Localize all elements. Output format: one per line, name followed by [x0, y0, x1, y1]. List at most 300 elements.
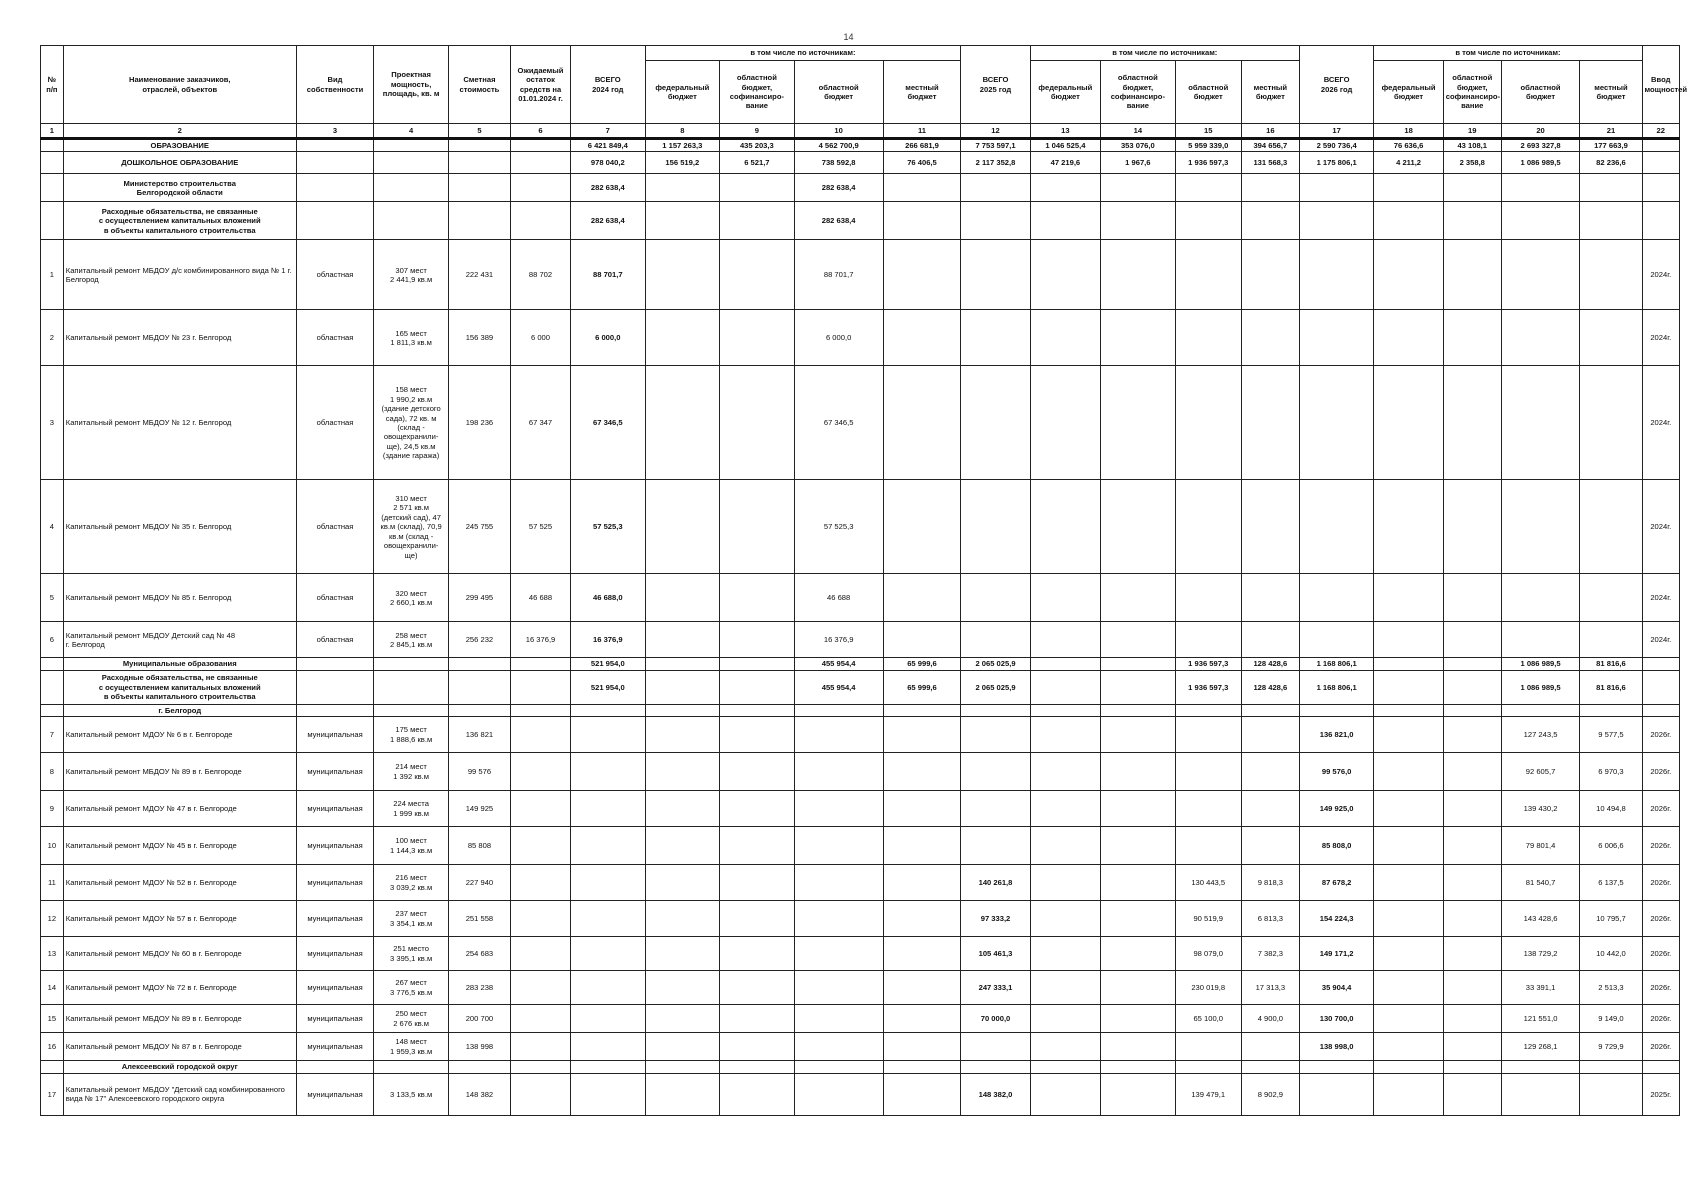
commission-year: 2026г.	[1642, 753, 1679, 791]
estimate-cost: 254 683	[448, 937, 510, 971]
regional-cofin-2024	[720, 240, 795, 310]
capacity: 214 мест 1 392 кв.м	[374, 753, 449, 791]
regional-cofin-2026: 2 358,8	[1443, 152, 1501, 174]
ownership-type: муниципальная	[296, 1033, 374, 1061]
local-2025: 7 382,3	[1241, 937, 1299, 971]
ownership-type	[296, 704, 374, 716]
estimate-cost: 251 558	[448, 901, 510, 937]
federal-2025	[1030, 202, 1100, 240]
federal-2025	[1030, 622, 1100, 658]
local-2025	[1241, 240, 1299, 310]
total-2025: 97 333,2	[961, 901, 1030, 937]
regional-cofin-2025	[1101, 827, 1176, 865]
regional-cofin-2026	[1443, 791, 1501, 827]
total-2024	[571, 753, 646, 791]
regional-2026: 139 430,2	[1501, 791, 1580, 827]
capacity: 165 мест 1 811,3 кв.м	[374, 310, 449, 366]
federal-2026	[1374, 753, 1443, 791]
local-2025: 394 656,7	[1241, 139, 1299, 152]
estimate-cost: 222 431	[448, 240, 510, 310]
federal-2026: 76 636,6	[1374, 139, 1443, 152]
commission-year: 2026г.	[1642, 937, 1679, 971]
total-2024	[571, 1005, 646, 1033]
commission-year: 2026г.	[1642, 1033, 1679, 1061]
capacity: 224 места 1 999 кв.м	[374, 791, 449, 827]
regional-2025	[1175, 202, 1241, 240]
section-row	[41, 139, 1680, 152]
local-2025	[1241, 1061, 1299, 1073]
regional-cofin-2026	[1443, 704, 1501, 716]
local-2024	[883, 865, 961, 901]
federal-2024	[645, 1061, 720, 1073]
total-2026	[1299, 202, 1374, 240]
regional-cofin-2025	[1101, 1033, 1176, 1061]
expected-remainder: 88 702	[510, 240, 570, 310]
capacity: 250 мест 2 676 кв.м	[374, 1005, 449, 1033]
regional-2024: 57 525,3	[794, 480, 883, 574]
local-2024	[883, 971, 961, 1005]
row-number: 9	[41, 791, 64, 827]
commission-year: 2024г.	[1642, 366, 1679, 480]
federal-2026	[1374, 480, 1443, 574]
ownership-type: областная	[296, 622, 374, 658]
regional-2026	[1501, 366, 1580, 480]
estimate-cost: 198 236	[448, 366, 510, 480]
total-2024	[571, 865, 646, 901]
federal-2024	[645, 865, 720, 901]
total-2024: 67 346,5	[571, 366, 646, 480]
capacity	[374, 670, 449, 704]
regional-2025	[1175, 310, 1241, 366]
ownership-type: муниципальная	[296, 937, 374, 971]
object-name: Капитальный ремонт МБДОУ № 89 в г. Белгороде	[63, 1005, 296, 1033]
total-2025	[961, 622, 1030, 658]
total-2026	[1299, 622, 1374, 658]
regional-2024: 455 954,4	[794, 670, 883, 704]
col-header-local-2025: местный бюджет	[1241, 61, 1299, 124]
local-2025: 6 813,3	[1241, 901, 1299, 937]
regional-cofin-2026	[1443, 574, 1501, 622]
column-number: 1	[41, 124, 64, 139]
expected-remainder: 67 347	[510, 366, 570, 480]
total-2025	[961, 240, 1030, 310]
regional-cofin-2024	[720, 791, 795, 827]
local-2025	[1241, 704, 1299, 716]
commission-year: 2024г.	[1642, 622, 1679, 658]
federal-2024	[645, 174, 720, 202]
regional-cofin-2024	[720, 753, 795, 791]
estimate-cost: 245 755	[448, 480, 510, 574]
regional-cofin-2026	[1443, 366, 1501, 480]
regional-2024	[794, 704, 883, 716]
local-2025	[1241, 717, 1299, 753]
regional-cofin-2024: 435 203,3	[720, 139, 795, 152]
expected-remainder	[510, 1073, 570, 1115]
federal-2024	[645, 366, 720, 480]
object-name: Расходные обязательства, не связанные с осуществлением капитальных вложений в объекты капитального строительства	[63, 202, 296, 240]
federal-2024	[645, 1005, 720, 1033]
federal-2025	[1030, 717, 1100, 753]
local-2026: 81 816,6	[1580, 670, 1642, 704]
regional-cofin-2025	[1101, 670, 1176, 704]
commission-year: 2024г.	[1642, 240, 1679, 310]
col-header-no: № п/п	[41, 46, 64, 124]
local-2026: 10 442,0	[1580, 937, 1642, 971]
expected-remainder: 57 525	[510, 480, 570, 574]
regional-2025	[1175, 1033, 1241, 1061]
federal-2024	[645, 670, 720, 704]
regional-cofin-2026: 43 108,1	[1443, 139, 1501, 152]
estimate-cost	[448, 1061, 510, 1073]
ownership-type: муниципальная	[296, 901, 374, 937]
ownership-type	[296, 202, 374, 240]
col-header-total-2025: ВСЕГО 2025 год	[961, 46, 1030, 124]
federal-2025	[1030, 174, 1100, 202]
estimate-cost: 227 940	[448, 865, 510, 901]
regional-2025	[1175, 174, 1241, 202]
federal-2025	[1030, 865, 1100, 901]
regional-cofin-2025	[1101, 704, 1176, 716]
regional-cofin-2025	[1101, 717, 1176, 753]
regional-cofin-2025	[1101, 480, 1176, 574]
local-2025	[1241, 202, 1299, 240]
total-2024: 978 040,2	[571, 152, 646, 174]
local-2025	[1241, 480, 1299, 574]
regional-2026: 92 605,7	[1501, 753, 1580, 791]
ownership-type: областная	[296, 574, 374, 622]
estimate-cost: 200 700	[448, 1005, 510, 1033]
total-2024	[571, 971, 646, 1005]
section-row	[41, 152, 1680, 174]
federal-2024	[645, 202, 720, 240]
federal-2026	[1374, 704, 1443, 716]
ownership-type: муниципальная	[296, 971, 374, 1005]
commission-year: 2025г.	[1642, 1073, 1679, 1115]
column-number: 11	[883, 124, 961, 139]
local-2024	[883, 480, 961, 574]
federal-2025	[1030, 240, 1100, 310]
regional-2025: 90 519,9	[1175, 901, 1241, 937]
commission-year	[1642, 202, 1679, 240]
federal-2025	[1030, 366, 1100, 480]
commission-year: 2026г.	[1642, 791, 1679, 827]
regional-2024: 6 000,0	[794, 310, 883, 366]
row-number: 1	[41, 240, 64, 310]
regional-2025: 1 936 597,3	[1175, 670, 1241, 704]
column-number: 18	[1374, 124, 1443, 139]
col-header-local-2026: местный бюджет	[1580, 61, 1642, 124]
table-row	[41, 310, 1680, 366]
local-2025: 128 428,6	[1241, 658, 1299, 670]
capacity: 307 мест 2 441,9 кв.м	[374, 240, 449, 310]
local-2026	[1580, 240, 1642, 310]
ownership-type: муниципальная	[296, 1005, 374, 1033]
regional-cofin-2024	[720, 827, 795, 865]
total-2024	[571, 704, 646, 716]
federal-2026	[1374, 937, 1443, 971]
local-2026	[1580, 480, 1642, 574]
table-row	[41, 971, 1680, 1005]
regional-2025	[1175, 791, 1241, 827]
row-number	[41, 658, 64, 670]
ownership-type: муниципальная	[296, 753, 374, 791]
federal-2026	[1374, 658, 1443, 670]
section-row	[41, 1061, 1680, 1073]
regional-cofin-2024	[720, 174, 795, 202]
local-2025	[1241, 174, 1299, 202]
local-2026: 9 577,5	[1580, 717, 1642, 753]
table-row	[41, 717, 1680, 753]
regional-2026	[1501, 240, 1580, 310]
section-row	[41, 174, 1680, 202]
estimate-cost	[448, 152, 510, 174]
total-2026: 2 590 736,4	[1299, 139, 1374, 152]
total-2024: 46 688,0	[571, 574, 646, 622]
total-2025	[961, 704, 1030, 716]
total-2026: 130 700,0	[1299, 1005, 1374, 1033]
local-2026: 6 970,3	[1580, 753, 1642, 791]
regional-2025	[1175, 366, 1241, 480]
row-number: 11	[41, 865, 64, 901]
local-2025: 9 818,3	[1241, 865, 1299, 901]
local-2025	[1241, 1033, 1299, 1061]
federal-2025	[1030, 670, 1100, 704]
federal-2026	[1374, 827, 1443, 865]
regional-cofin-2026	[1443, 240, 1501, 310]
federal-2024	[645, 753, 720, 791]
regional-2026: 81 540,7	[1501, 865, 1580, 901]
regional-2025: 1 936 597,3	[1175, 658, 1241, 670]
col-header-local-2024: местный бюджет	[883, 61, 961, 124]
local-2025	[1241, 827, 1299, 865]
total-2026	[1299, 240, 1374, 310]
local-2024	[883, 1061, 961, 1073]
col-header-regional-2024: областной бюджет	[794, 61, 883, 124]
commission-year	[1642, 174, 1679, 202]
commission-year	[1642, 658, 1679, 670]
row-number: 6	[41, 622, 64, 658]
regional-2025: 5 959 339,0	[1175, 139, 1241, 152]
regional-cofin-2025	[1101, 1005, 1176, 1033]
capacity	[374, 1061, 449, 1073]
local-2025	[1241, 366, 1299, 480]
total-2026: 154 224,3	[1299, 901, 1374, 937]
local-2024	[883, 1073, 961, 1115]
table-row	[41, 240, 1680, 310]
commission-year: 2024г.	[1642, 310, 1679, 366]
object-name: Капитальный ремонт МБДОУ № 87 в г. Белгороде	[63, 1033, 296, 1061]
federal-2025	[1030, 901, 1100, 937]
regional-2024: 455 954,4	[794, 658, 883, 670]
regional-cofin-2026	[1443, 670, 1501, 704]
row-number	[41, 202, 64, 240]
regional-2024	[794, 1061, 883, 1073]
expected-remainder	[510, 1061, 570, 1073]
regional-2024	[794, 901, 883, 937]
regional-2024	[794, 937, 883, 971]
expected-remainder	[510, 1005, 570, 1033]
col-header-regional-cofin-2024: областной бюджет, софинансиро- вание	[720, 61, 795, 124]
total-2026	[1299, 1073, 1374, 1115]
ownership-type	[296, 152, 374, 174]
total-2025: 247 333,1	[961, 971, 1030, 1005]
local-2025	[1241, 574, 1299, 622]
regional-cofin-2024	[720, 971, 795, 1005]
estimate-cost	[448, 139, 510, 152]
total-2026	[1299, 574, 1374, 622]
expected-remainder	[510, 717, 570, 753]
regional-2024	[794, 1033, 883, 1061]
col-header-remainder: Ожидаемый остаток средств на 01.01.2024 г.	[510, 46, 570, 124]
federal-2026	[1374, 240, 1443, 310]
expected-remainder	[510, 937, 570, 971]
ownership-type	[296, 1061, 374, 1073]
local-2025: 131 568,3	[1241, 152, 1299, 174]
page-number: 14	[843, 32, 854, 42]
local-2026	[1580, 310, 1642, 366]
total-2024: 6 000,0	[571, 310, 646, 366]
regional-2025	[1175, 827, 1241, 865]
col-header-ownership: Вид собственности	[296, 46, 374, 124]
expected-remainder	[510, 670, 570, 704]
total-2024: 521 954,0	[571, 670, 646, 704]
expected-remainder	[510, 1033, 570, 1061]
estimate-cost: 85 808	[448, 827, 510, 865]
regional-cofin-2026	[1443, 717, 1501, 753]
estimate-cost	[448, 658, 510, 670]
object-name: Капитальный ремонт МДОУ № 45 в г. Белгороде	[63, 827, 296, 865]
local-2024: 65 999,6	[883, 658, 961, 670]
regional-2025: 65 100,0	[1175, 1005, 1241, 1033]
column-number: 8	[645, 124, 720, 139]
object-name: ДОШКОЛЬНОЕ ОБРАЗОВАНИЕ	[63, 152, 296, 174]
total-2024: 282 638,4	[571, 174, 646, 202]
object-name: Капитальный ремонт МДОУ № 47 в г. Белгороде	[63, 791, 296, 827]
total-2025	[961, 791, 1030, 827]
regional-cofin-2026	[1443, 865, 1501, 901]
sources-header-2024: в том числе по источникам:	[645, 46, 961, 61]
column-number: 9	[720, 124, 795, 139]
col-header-regional-2025: областной бюджет	[1175, 61, 1241, 124]
federal-2025	[1030, 937, 1100, 971]
regional-2025	[1175, 717, 1241, 753]
total-2024	[571, 1033, 646, 1061]
regional-cofin-2024	[720, 202, 795, 240]
regional-cofin-2025: 353 076,0	[1101, 139, 1176, 152]
capacity: 237 мест 3 354,1 кв.м	[374, 901, 449, 937]
row-number: 10	[41, 827, 64, 865]
column-number: 6	[510, 124, 570, 139]
object-name: Капитальный ремонт МДОУ № 72 в г. Белгороде	[63, 971, 296, 1005]
capacity: 267 мест 3 776,5 кв.м	[374, 971, 449, 1005]
regional-cofin-2025	[1101, 202, 1176, 240]
regional-cofin-2026	[1443, 937, 1501, 971]
row-number: 7	[41, 717, 64, 753]
col-header-regional-2026: областной бюджет	[1501, 61, 1580, 124]
estimate-cost	[448, 670, 510, 704]
ownership-type: муниципальная	[296, 1073, 374, 1115]
local-2026	[1580, 1061, 1642, 1073]
local-2024	[883, 937, 961, 971]
federal-2025	[1030, 658, 1100, 670]
row-number: 8	[41, 753, 64, 791]
column-number: 19	[1443, 124, 1501, 139]
regional-2024	[794, 971, 883, 1005]
total-2026	[1299, 1061, 1374, 1073]
federal-2025	[1030, 753, 1100, 791]
object-name: Министерство строительства Белгородской области	[63, 174, 296, 202]
capacity: 3 133,5 кв.м	[374, 1073, 449, 1115]
column-number: 20	[1501, 124, 1580, 139]
total-2025	[961, 1061, 1030, 1073]
federal-2024	[645, 937, 720, 971]
col-header-commission: Ввод мощностей	[1642, 46, 1679, 124]
local-2024	[883, 1005, 961, 1033]
federal-2026	[1374, 202, 1443, 240]
federal-2026	[1374, 174, 1443, 202]
total-2026: 1 175 806,1	[1299, 152, 1374, 174]
federal-2025	[1030, 1073, 1100, 1115]
regional-cofin-2026	[1443, 202, 1501, 240]
local-2024	[883, 310, 961, 366]
local-2026: 82 236,6	[1580, 152, 1642, 174]
regional-cofin-2024	[720, 574, 795, 622]
total-2026: 35 904,4	[1299, 971, 1374, 1005]
estimate-cost	[448, 704, 510, 716]
total-2025	[961, 1033, 1030, 1061]
regional-cofin-2025	[1101, 753, 1176, 791]
total-2024	[571, 717, 646, 753]
row-number	[41, 152, 64, 174]
capacity: 310 мест 2 571 кв.м (детский сад), 47 кв.м (склад), 70,9 кв.м (склад - овощехранили- ще)	[374, 480, 449, 574]
capacity: 158 мест 1 990,2 кв.м (здание детского сада), 72 кв. м (склад - овощехранили- ще), 24,5 кв.м (здание гаража)	[374, 366, 449, 480]
regional-2024	[794, 865, 883, 901]
total-2024: 6 421 849,4	[571, 139, 646, 152]
estimate-cost	[448, 174, 510, 202]
regional-2026	[1501, 622, 1580, 658]
total-2025: 2 065 025,9	[961, 670, 1030, 704]
total-2025: 105 461,3	[961, 937, 1030, 971]
column-number: 22	[1642, 124, 1679, 139]
commission-year: 2026г.	[1642, 1005, 1679, 1033]
object-name: Капитальный ремонт МБДОУ Детский сад № 48 г. Белгород	[63, 622, 296, 658]
regional-2026: 129 268,1	[1501, 1033, 1580, 1061]
local-2024	[883, 622, 961, 658]
federal-2024	[645, 240, 720, 310]
total-2026: 99 576,0	[1299, 753, 1374, 791]
row-number: 17	[41, 1073, 64, 1115]
regional-cofin-2024	[720, 1061, 795, 1073]
regional-2024: 16 376,9	[794, 622, 883, 658]
federal-2026	[1374, 622, 1443, 658]
regional-cofin-2024	[720, 622, 795, 658]
federal-2024	[645, 658, 720, 670]
total-2025	[961, 310, 1030, 366]
regional-2024	[794, 753, 883, 791]
object-name: Капитальный ремонт МДОУ № 57 в г. Белгороде	[63, 901, 296, 937]
regional-cofin-2025	[1101, 310, 1176, 366]
total-2026	[1299, 310, 1374, 366]
regional-cofin-2025	[1101, 1061, 1176, 1073]
federal-2024	[645, 622, 720, 658]
local-2026: 177 663,9	[1580, 139, 1642, 152]
estimate-cost: 156 389	[448, 310, 510, 366]
expected-remainder	[510, 139, 570, 152]
regional-cofin-2026	[1443, 174, 1501, 202]
expected-remainder: 6 000	[510, 310, 570, 366]
federal-2026	[1374, 717, 1443, 753]
regional-cofin-2025	[1101, 1073, 1176, 1115]
